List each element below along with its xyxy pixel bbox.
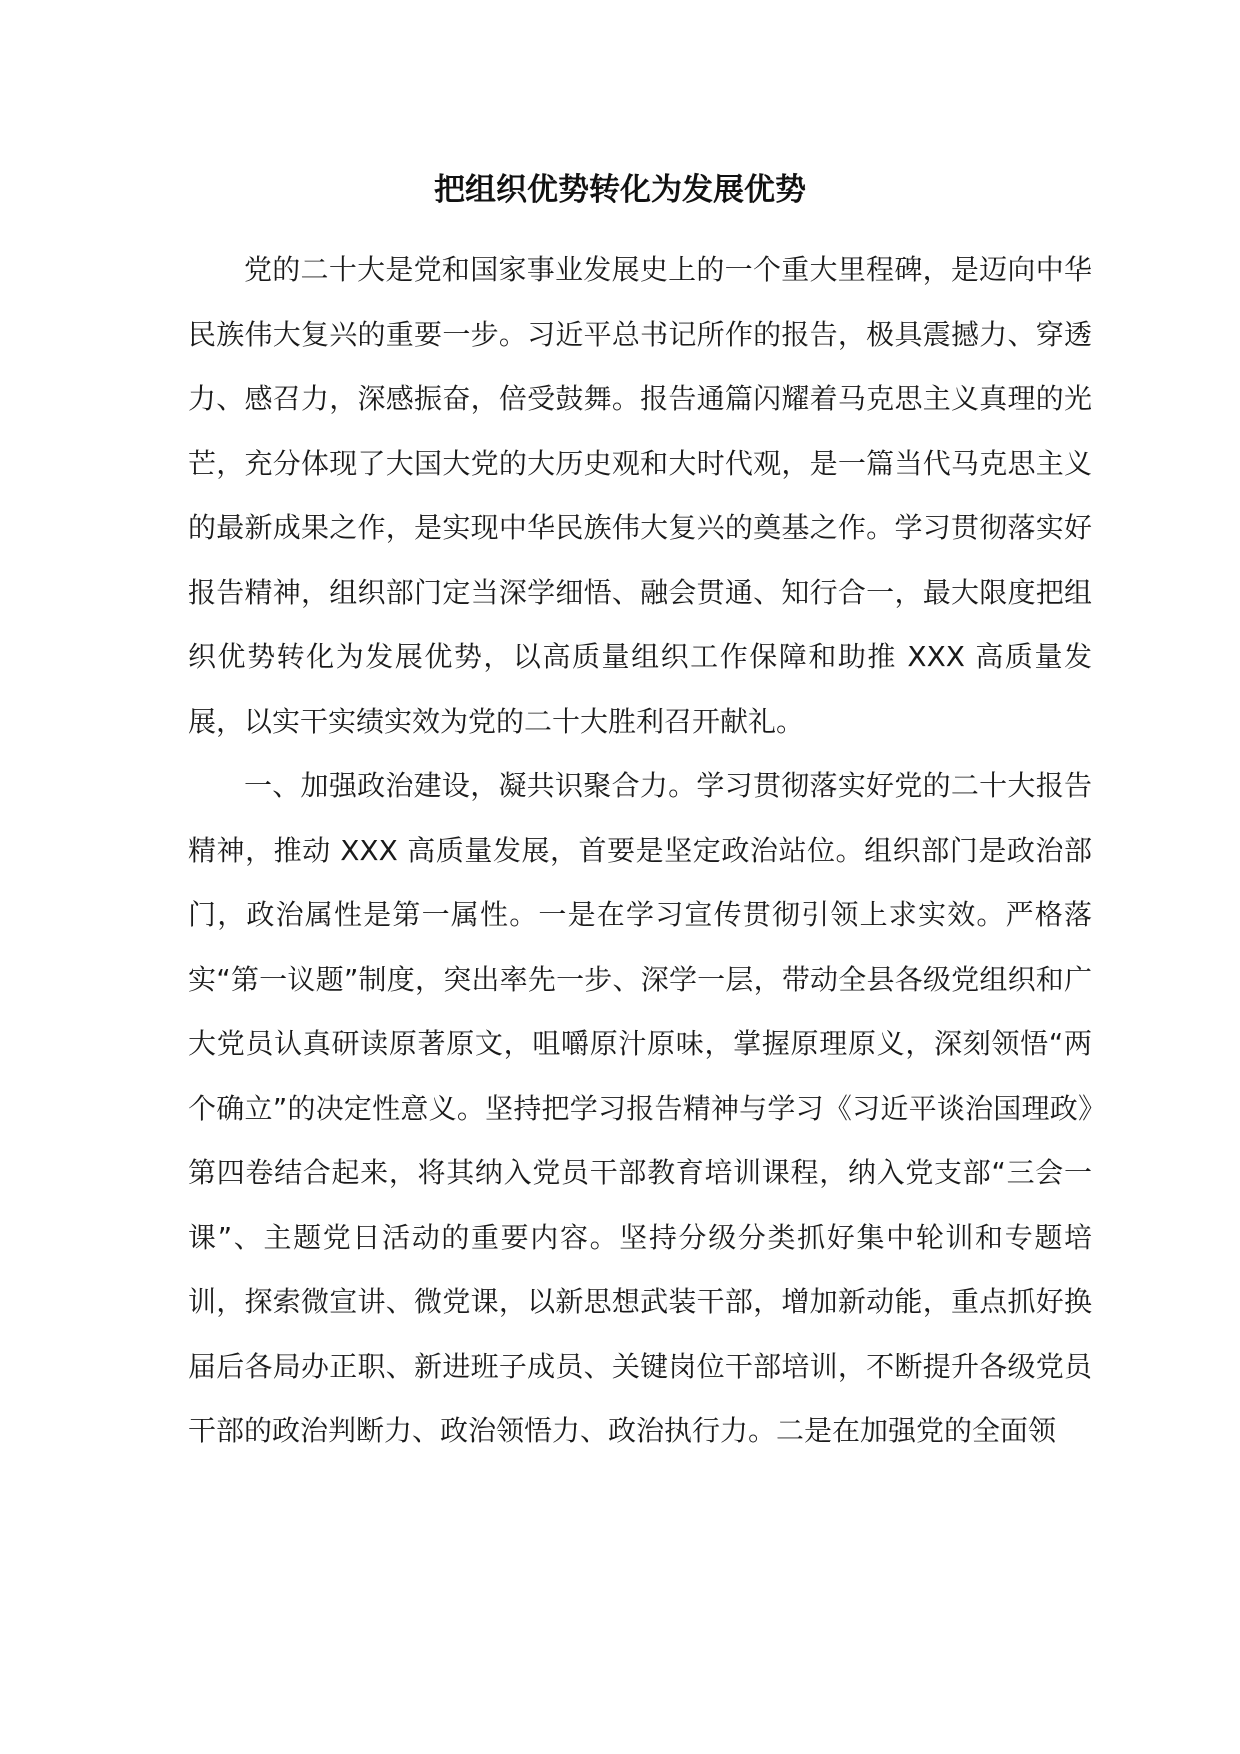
document-body [188, 238, 1092, 1464]
paragraph-intro: 党的二十大是党和国家事业发展史上的一个重大里程碑，是迈向中华民族伟大复兴的重要一步。习近平总书记所作的报告，极具震撼力、穿透力、感召力，深感振奋，倍受鼓舞。报告通篇闪耀着马克思主义真理的光芒，充分体现了大国大党的大历史观和大时代观，是一篇当代马克思主义的最新成果之作，是实现中华民族伟大复兴的奠基之作。学习贯彻落实好报告精神，组织部门定当深学细悟、融会贯通、知行合一，最大限度把组织优势转化为发展优势，以高质量组织工作保障和助推 XXX 高质量发展，以实干实绩实效为党的二十大胜利召开献礼。 [188, 253, 1092, 738]
paragraph-section-one: 一、加强政治建设，凝共识聚合力。学习贯彻落实好党的二十大报告精神，推动 XXX 高质量发展，首要是坚定政治站位。组织部门是政治部门，政治属性是第一属性。一是在学习宣传贯彻引领上求实效。严格落实“第一议题”制度，突出率先一步、深学一层，带动全县各级党组织和广大党员认真研读原著原文，咀嚼原汁原味，掌握原理原义，深刻领悟“两个确立”的决定性意义。坚持把学习报告精神与学习《习近平谈治国理政》第四卷结合起来，将其纳入党员干部教育培训课程，纳入党支部“三会一课”、主题党日活动的重要内容。坚持分级分类抓好集中轮训和专题培训，探索微宣讲、微党课，以新思想武装干部，增加新动能，重点抓好换届后各局办正职、新进班子成员、关键岗位干部培训，不断提升各级党员干部的政治判断力、政治领悟力、政治执行力。二是在加强党的全面领 [188, 769, 1092, 1447]
document-title: 把组织优势转化为发展优势 [434, 172, 806, 208]
